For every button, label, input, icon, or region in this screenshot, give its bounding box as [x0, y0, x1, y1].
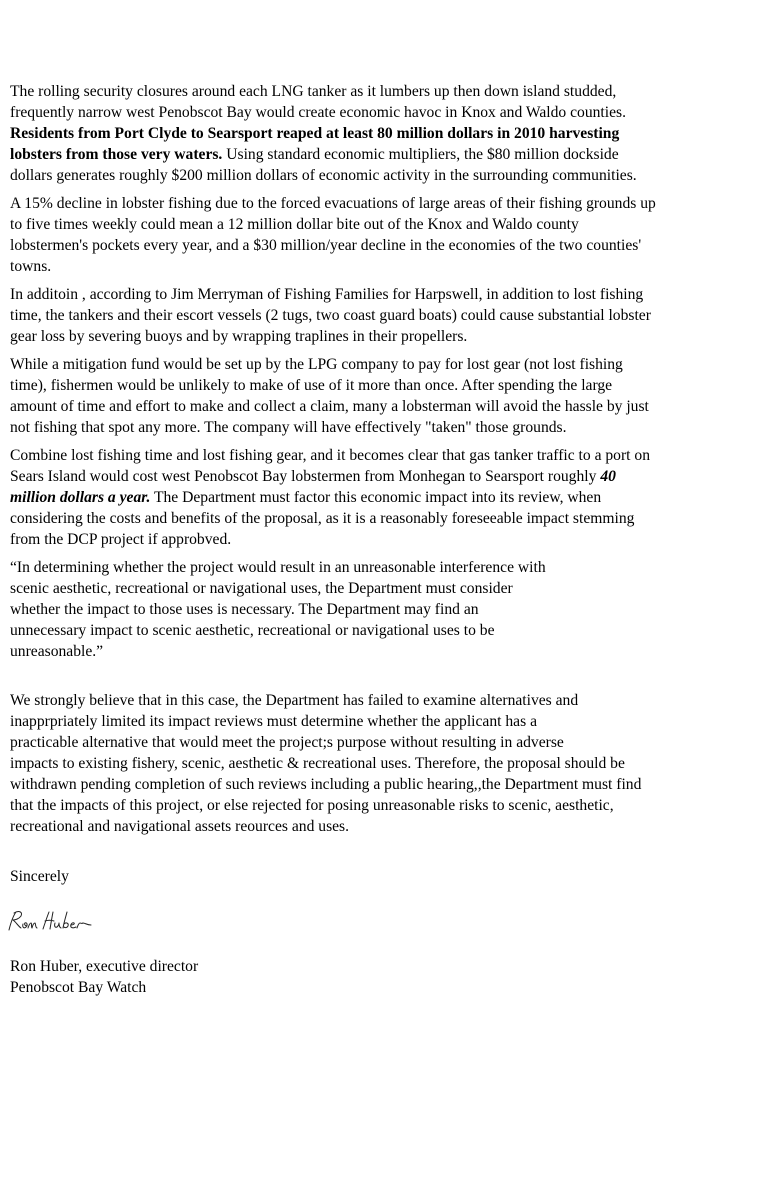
- text-line: We strongly believe that in this case, the Department has failed to examine alternatives and: [10, 692, 579, 709]
- text-line: time, the tankers and their escort vessels (2 tugs, two coast guard boats) could cause substantial lobster: [10, 307, 651, 324]
- bold-italic-text: million dollars a year.: [10, 489, 151, 506]
- signer-block: [10, 956, 198, 998]
- text-line: not fishing that spot any more. The company will have effectively "taken" those grounds.: [10, 419, 567, 436]
- text-line: to five times weekly could mean a 12 million dollar bite out of the Knox and Waldo county: [10, 216, 579, 233]
- text-line: lobstermen's pockets every year, and a $30 million/year decline in the economies of the two counties': [10, 237, 642, 254]
- text-line: time), fishermen would be unlikely to make of use of it more than once. After spending the large: [10, 377, 613, 394]
- text-line: towns.: [10, 258, 52, 275]
- text-line: withdrawn pending completion of such reviews including a public hearing,,the Department must find: [10, 776, 642, 793]
- blank-line: [10, 662, 776, 683]
- text-line: frequently narrow west Penobscot Bay would create economic havoc in Knox and Waldo counties.: [10, 104, 626, 121]
- text-line: Combine lost fishing time and lost fishing gear, and it becomes clear that gas tanker traffic to a port on: [10, 447, 650, 464]
- signer-organization: Penobscot Bay Watch: [10, 979, 147, 996]
- paragraph-economic-havoc: [10, 81, 776, 186]
- text-line: unnecessary impact to scenic aesthetic, recreational or navigational uses to be: [10, 622, 495, 639]
- text-line: considering the costs and benefits of the proposal, as it is a reasonably foreseeable impact stemming: [10, 510, 635, 527]
- bold-text: lobsters from those very waters.: [10, 146, 223, 163]
- text-line: that the impacts of this project, or else rejected for posing unreasonable risks to scenic, aesthetic,: [10, 797, 614, 814]
- text-line: whether the impact to those uses is necessary. The Department may find an: [10, 601, 479, 618]
- text-line: dollars generates roughly $200 million dollars of economic activity in the surrounding communities.: [10, 167, 637, 184]
- letter-body: [10, 81, 776, 844]
- text-line: impacts to existing fishery, scenic, aesthetic & recreational uses. Therefore, the proposal should be: [10, 755, 625, 772]
- text-line: While a mitigation fund would be set up by the LPG company to pay for lost gear (not lost fishing: [10, 356, 623, 373]
- text-line: unreasonable.”: [10, 643, 104, 660]
- text-line: amount of time and effort to make and collect a claim, many a lobsterman will avoid the hassle by just: [10, 398, 649, 415]
- signature-image: [5, 906, 105, 936]
- text-line: The rolling security closures around each LNG tanker as it lumbers up then down island studded,: [10, 83, 617, 100]
- text-line: In additoin , according to Jim Merryman of Fishing Families for Harpswell, in addition to lost fishing: [10, 286, 644, 303]
- paragraph-mitigation-fund: [10, 354, 776, 438]
- signer-name: Ron Huber, executive director: [10, 958, 199, 975]
- text-line: “In determining whether the project would result in an unreasonable interference with: [10, 559, 546, 576]
- text-line: A 15% decline in lobster fishing due to the forced evacuations of large areas of their fishing grounds up: [10, 195, 656, 212]
- paragraph-combined-losses: [10, 445, 776, 550]
- text-line: from the DCP project if approbved.: [10, 531, 232, 548]
- paragraph-conclusion: [10, 690, 776, 837]
- text-fragment: The Department must factor this economic impact into its review, when: [150, 489, 602, 506]
- text-line: recreational and navigational assets reources and uses.: [10, 818, 350, 835]
- text-line: [10, 487, 776, 508]
- text-fragment: Using standard economic multipliers, the $80 million dockside: [222, 146, 619, 163]
- text-line: practicable alternative that would meet the project;s purpose without resulting in adverse: [10, 734, 564, 751]
- text-line: [10, 466, 776, 487]
- text-fragment: Sears Island would cost west Penobscot Bay lobstermen from Monhegan to Searsport roughly: [10, 468, 601, 485]
- text-line: gear loss by severing buoys and by wrapping traplines in their propellers.: [10, 328, 468, 345]
- bold-text-line: Residents from Port Clyde to Searsport reaped at least 80 million dollars in 2010 harvesting: [10, 125, 620, 142]
- text-line: inapprpriately limited its impact reviews must determine whether the applicant has a: [10, 713, 537, 730]
- bold-italic-text: 40: [600, 468, 616, 485]
- paragraph-lobster-decline: [10, 193, 776, 277]
- quoted-regulation: [10, 557, 776, 683]
- text-line: [10, 144, 776, 165]
- closing-salutation: Sincerely: [10, 868, 69, 885]
- paragraph-gear-loss: [10, 284, 776, 347]
- text-line: scenic aesthetic, recreational or navigational uses, the Department must consider: [10, 580, 513, 597]
